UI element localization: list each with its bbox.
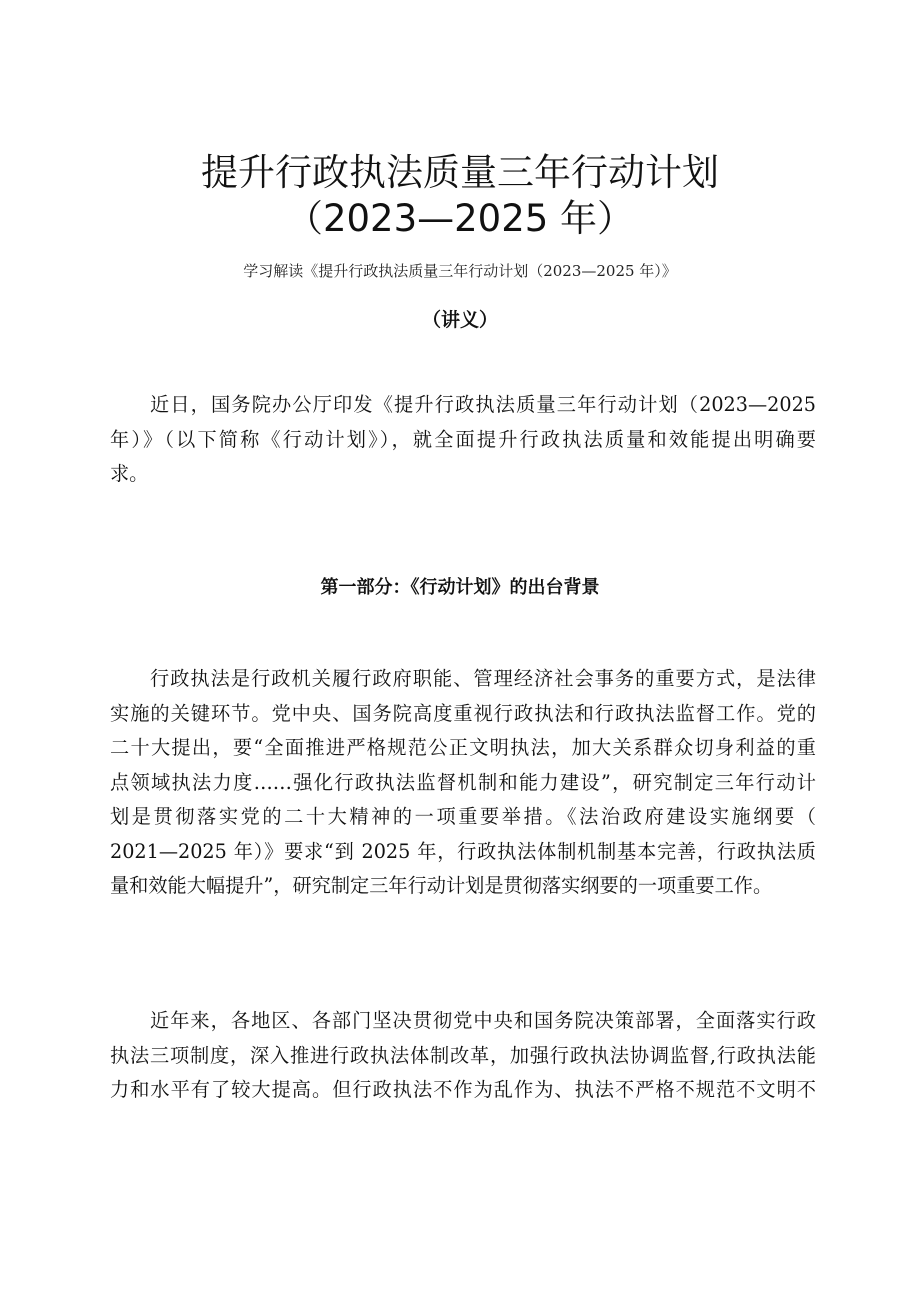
paragraph-line: 行政执法是行政机关履行政府职能、管理经济社会事务的重要方式，是法律 <box>150 667 816 690</box>
paragraph-line: 量和效能大幅提升”，研究制定三年行动计划是贯彻落实纲要的一项重要工作。 <box>110 874 773 897</box>
document-subtitle: 学习解读《提升行政执法质量三年行动计划（2023—2025 年）》 <box>243 262 677 280</box>
paragraph-line: 力和水平有了较大提高。但行政执法不作为乱作为、执法不严格不规范不文明不 <box>110 1078 816 1101</box>
paragraph-line: 执法三项制度，深入推进行政执法体制改革，加强行政执法协调监督,行政执法能 <box>110 1043 816 1067</box>
paragraph-line: 2021—2025 年）》要求“到 2025 年，行政执法体制机制基本完善，行政执法质 <box>110 839 816 863</box>
section-heading: 第一部分：《行动计划》的出台背景 <box>320 577 600 598</box>
body-paragraph-1 <box>110 662 816 904</box>
paragraph-line: 二十大提出，要“全面推进严格规范公正文明执法，加大关系群众切身利益的重 <box>110 736 816 759</box>
lecture-label: （讲义） <box>421 309 498 331</box>
intro-line: 年）》（以下简称《行动计划》），就全面提升行政执法质量和效能提出明确要 <box>110 427 816 451</box>
paragraph-line: 实施的关键环节。党中央、国务院高度重视行政执法和行政执法监督工作。党的 <box>110 701 816 725</box>
document-title-line1: 提升行政执法质量三年行动计划 <box>201 151 719 194</box>
body-paragraph-2 <box>110 1004 816 1108</box>
intro-paragraph <box>110 388 816 492</box>
paragraph-line: 点领域执法力度……强化行政执法监督机制和能力建设”，研究制定三年行动计 <box>110 770 816 794</box>
document-title-line2: （2023—2025 年） <box>285 197 635 240</box>
paragraph-line: 近年来，各地区、各部门坚决贯彻党中央和国务院决策部署，全面落实行政 <box>150 1009 816 1032</box>
intro-line: 近日，国务院办公厅印发《提升行政执法质量三年行动计划（2023—2025 <box>150 393 816 416</box>
paragraph-line: 划是贯彻落实党的二十大精神的一项重要举措。《法治政府建设实施纲要（ <box>110 805 816 828</box>
intro-line: 求。 <box>110 462 149 485</box>
